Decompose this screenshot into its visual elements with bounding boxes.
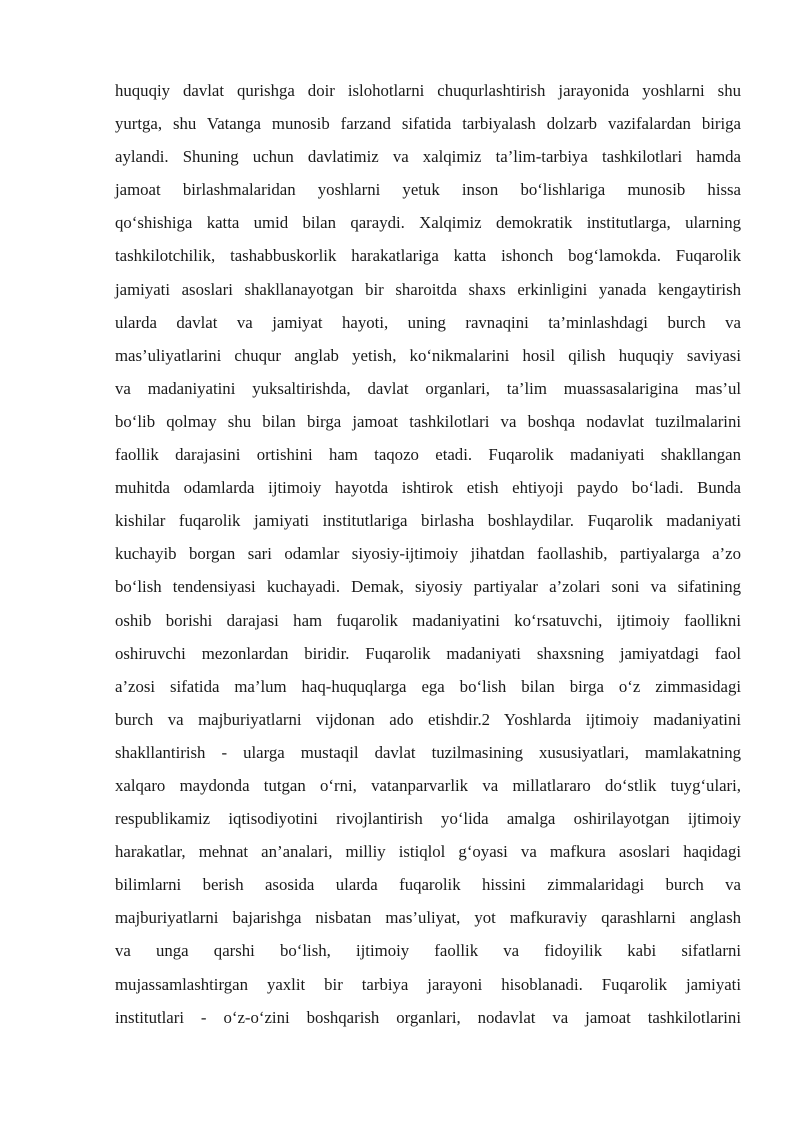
text-line: a’zosi sifatida ma’lum haq-huquqlarga ega bo‘lish bilan birga o‘z zimmasidagi: [115, 676, 741, 696]
text-line: va madaniyatini yuksaltirishda, davlat organlari, ta’lim muassasalarigina mas’ul: [115, 378, 741, 398]
text-line: bo‘lib qolmay shu bilan birga jamoat tashkilotlari va boshqa nodavlat tuzilmalarini: [115, 411, 741, 431]
text-line: harakatlar, mehnat an’analari, milliy istiqlol g‘oyasi va mafkura asoslari haqidagi: [115, 842, 741, 862]
text-line: oshib borishi darajasi ham fuqarolik madaniyatini ko‘rsatuvchi, ijtimoiy faollikni: [115, 610, 741, 630]
text-line: burch va majburiyatlarni vijdonan ado etishdir.2 Yoshlarda ijtimoiy madaniyatini: [115, 709, 741, 729]
text-line: huquqiy davlat qurishga doir islohotlarni chuqurlashtirish jarayonida yoshlarni shu: [115, 81, 741, 100]
text-line: muhitda odamlarda ijtimoiy hayotda ishtirok etish ehtiyoji paydo bo‘ladi. Bunda: [115, 478, 741, 498]
text-line: ularda davlat va jamiyat hayoti, uning ravnaqini ta’minlashdagi burch va: [115, 312, 741, 332]
text-line: faollik darajasini ortishini ham taqozo etadi. Fuqarolik madaniyati shakllangan: [115, 445, 741, 465]
text-line: respublikamiz iqtisodiyotini rivojlantirish yo‘lida amalga oshirilayotgan ijtimoiy: [115, 809, 741, 829]
document-body: [115, 74, 741, 1034]
text-line: yurtga, shu Vatanga munosib farzand sifatida tarbiyalash dolzarb vazifalardan biriga: [115, 114, 741, 134]
text-line: va unga qarshi bo‘lish, ijtimoiy faollik va fidoyilik kabi sifatlarni: [115, 941, 741, 961]
text-line: bilimlarni berish asosida ularda fuqarolik hissini zimmalaridagi burch va: [115, 875, 741, 895]
text-line: mujassamlashtirgan yaxlit bir tarbiya jarayoni hisoblanadi. Fuqarolik jamiyati: [115, 974, 741, 994]
text-line: kuchayib borgan sari odamlar siyosiy-ijtimoiy jihatdan faollashib, partiyalarga a’zo: [115, 544, 741, 564]
text-line: tashkilotchilik, tashabbuskorlik harakatlariga katta ishonch bog‘lamokda. Fuqarolik: [115, 246, 741, 266]
text-line: xalqaro maydonda tutgan o‘rni, vatanparvarlik va millatlararo do‘stlik tuyg‘ulari,: [115, 775, 741, 795]
text-line: qo‘shishiga katta umid bilan qaraydi. Xalqimiz demokratik institutlarga, ularning: [115, 213, 741, 233]
text-line: bo‘lish tendensiyasi kuchayadi. Demak, siyosiy partiyalar a’zolari soni va sifatining: [115, 577, 741, 597]
text-line: kishilar fuqarolik jamiyati institutlariga birlasha boshlaydilar. Fuqarolik madaniyati: [115, 511, 741, 531]
text-line: majburiyatlarni bajarishga nisbatan mas’uliyat, yot mafkuraviy qarashlarni anglash: [115, 908, 741, 928]
text-line: jamoat birlashmalaridan yoshlarni yetuk inson bo‘lishlariga munosib hissa: [115, 180, 741, 200]
text-line: institutlari - o‘z-o‘zini boshqarish organlari, nodavlat va jamoat tashkilotlarini: [115, 1007, 741, 1027]
text-line: shakllantirish - ularga mustaqil davlat tuzilmasining xususiyatlari, mamlakatning: [115, 742, 741, 762]
text-line: jamiyati asoslari shakllanayotgan bir sharoitda shaxs erkinligini yanada kengaytirish: [115, 279, 741, 299]
text-line: aylandi. Shuning uchun davlatimiz va xalqimiz ta’lim-tarbiya tashkilotlari hamda: [115, 147, 741, 167]
text-line: mas’uliyatlarini chuqur anglab yetish, ko‘nikmalarini hosil qilish huquqiy saviyasi: [115, 345, 741, 365]
text-line: oshiruvchi mezonlardan biridir. Fuqarolik madaniyati shaxsning jamiyatdagi faol: [115, 643, 741, 663]
